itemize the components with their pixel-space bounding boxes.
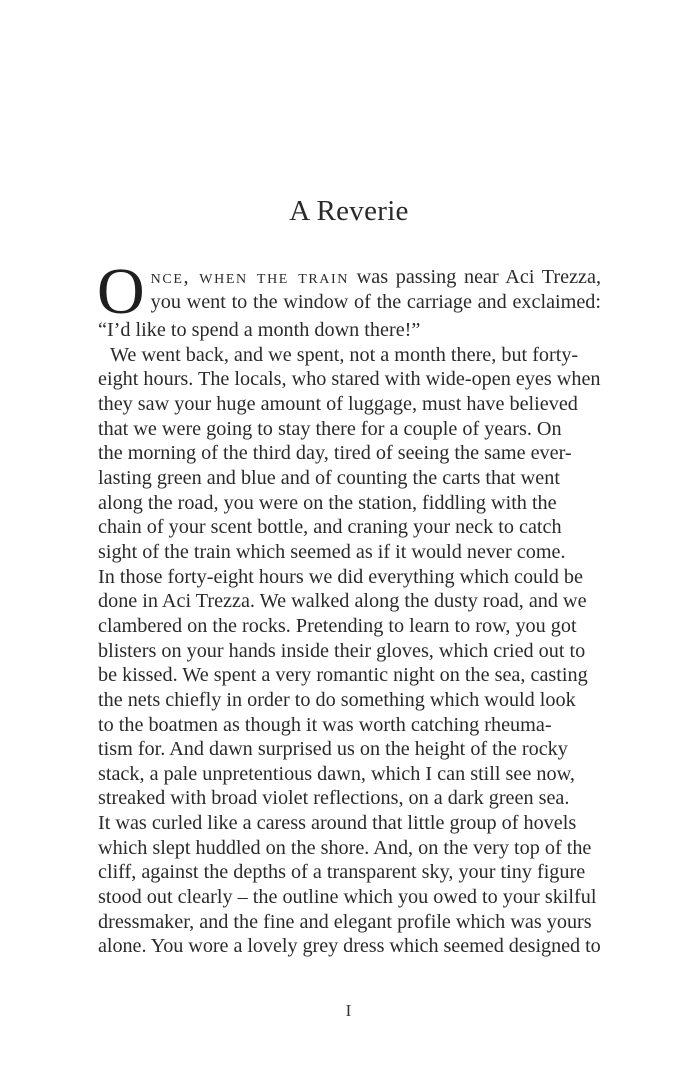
opening-paragraph bbox=[97, 255, 601, 343]
text-line: the morning of the third day, tired of seeing the same ever- bbox=[98, 442, 572, 465]
text-line: We went back, and we spent, not a month there, but forty- bbox=[110, 343, 579, 366]
text-line: they saw your huge amount of luggage, must have believed bbox=[98, 392, 578, 415]
chapter-title: A Reverie bbox=[289, 195, 409, 227]
text-line: that we were going to stay there for a couple of years. On bbox=[98, 417, 562, 440]
drop-cap: O bbox=[97, 255, 145, 328]
text-line: tism for. And dawn surprised us on the height of the rocky bbox=[98, 738, 568, 761]
text-line: eight hours. The locals, who stared with wide-open eyes when bbox=[98, 368, 601, 391]
text-line: to the boatmen as though it was worth catching rheuma- bbox=[98, 713, 552, 736]
text-line: the nets chiefly in order to do something which would look bbox=[98, 688, 576, 711]
text-line: you went to the window of the carriage and exclaimed: bbox=[150, 290, 601, 313]
text-line: It was curled like a caress around that little group of hovels bbox=[98, 812, 577, 835]
text-line: done in Aci Trezza. We walked along the dusty road, and we bbox=[98, 590, 587, 613]
text-line: clambered on the rocks. Pretending to learn to row, you got bbox=[98, 614, 577, 637]
text-line bbox=[98, 265, 601, 290]
text-line: lasting green and blue and of counting the carts that went bbox=[98, 466, 560, 489]
text-line: “I’d like to spend a month down there!” bbox=[98, 319, 421, 341]
text-line: along the road, you were on the station, fiddling with the bbox=[98, 491, 557, 514]
text-line: stood out clearly – the outline which you owed to your skilful bbox=[98, 886, 597, 909]
text-line: chain of your scent bottle, and craning your neck to catch bbox=[98, 516, 562, 539]
text-line: stack, a pale unpretentious dawn, which I can still see now, bbox=[98, 762, 575, 785]
text-line: which slept huddled on the shore. And, on the very top of the bbox=[98, 836, 592, 859]
text-line: cliff, against the depths of a transparent sky, your tiny figure bbox=[98, 861, 586, 884]
text-line: dressmaker, and the fine and elegant profile which was yours bbox=[98, 910, 592, 933]
body-text bbox=[97, 255, 601, 959]
text-line: alone. You wore a lovely grey dress which seemed designed to bbox=[98, 935, 601, 958]
text-line: sight of the train which seemed as if it would never come. bbox=[98, 540, 566, 563]
line-text: was passing near Aci Trezza, bbox=[348, 266, 601, 288]
text-line: streaked with broad violet reflections, on a dark green sea. bbox=[98, 787, 570, 810]
small-caps-lead: nce, when the train bbox=[150, 266, 349, 288]
second-paragraph bbox=[98, 343, 601, 959]
text-line: In those forty-eight hours we did everything which could be bbox=[98, 565, 583, 588]
text-line: blisters on your hands inside their gloves, which cried out to bbox=[98, 639, 586, 662]
text-line: be kissed. We spent a very romantic night on the sea, casting bbox=[98, 664, 588, 687]
page-number: I bbox=[345, 1001, 353, 1020]
